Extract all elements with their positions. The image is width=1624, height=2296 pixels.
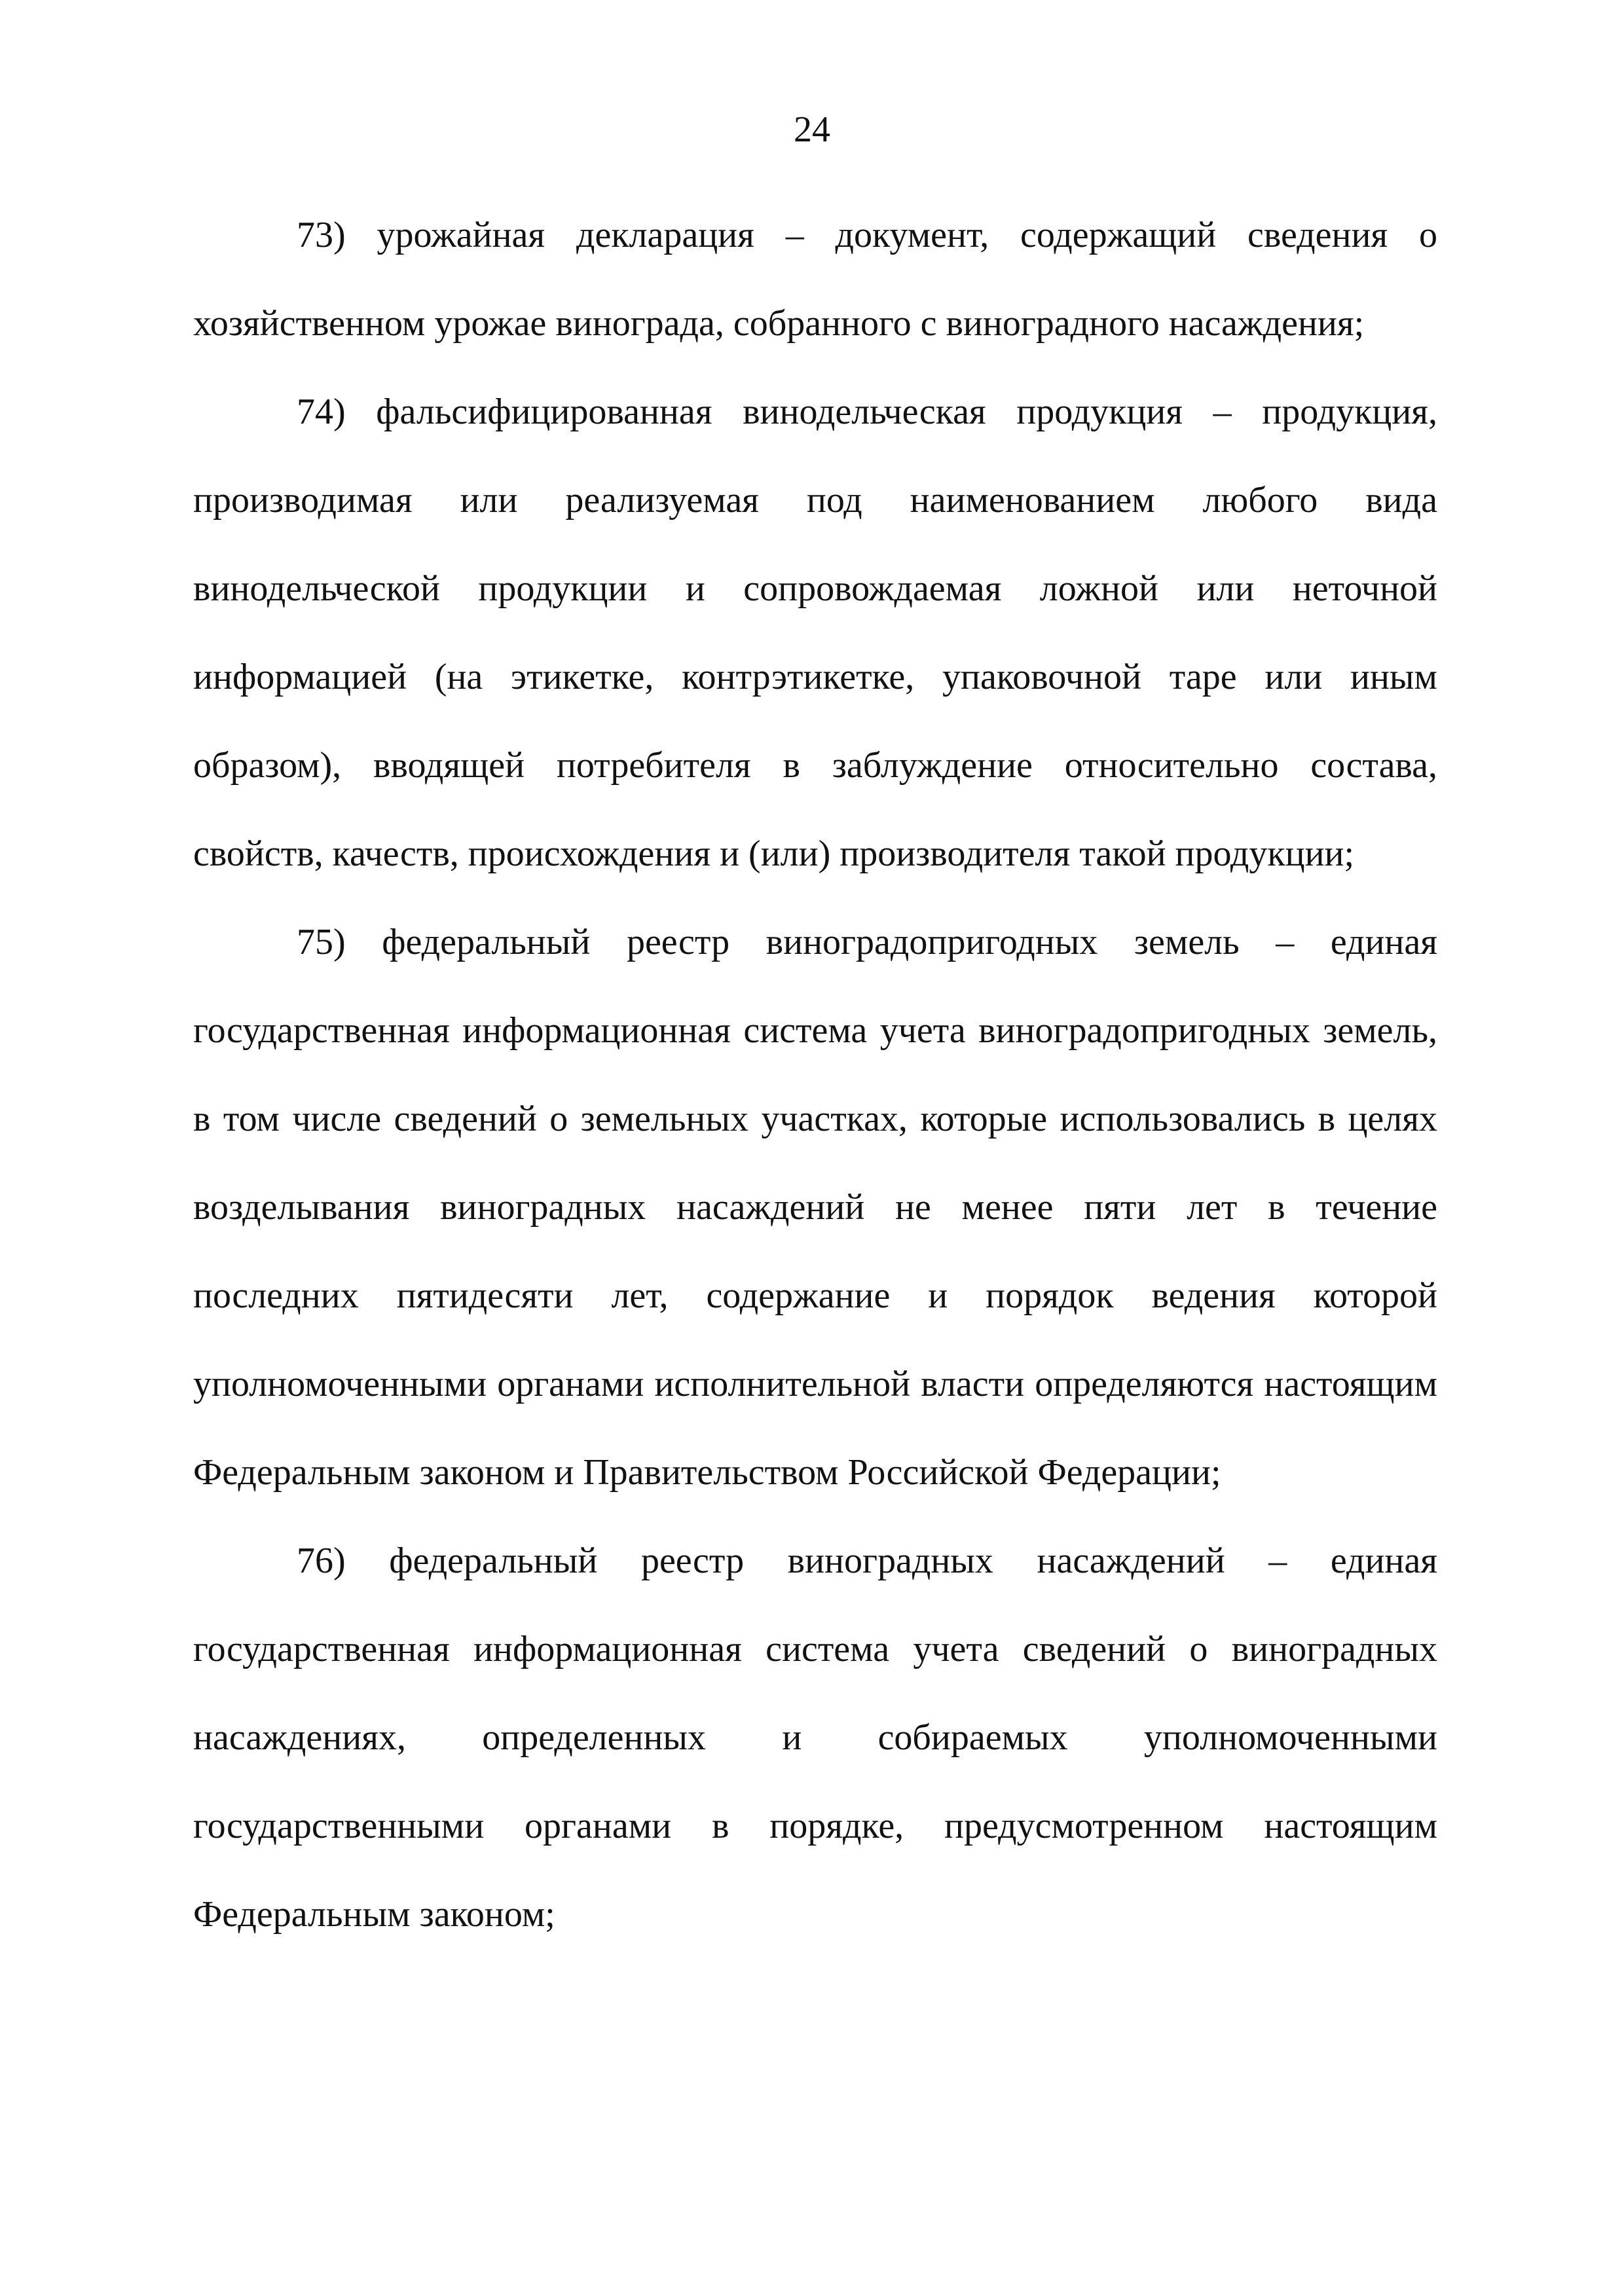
paragraph-75: 75) федеральный реестр виноградопригодных земель – единая государственная информационная система учета виноградопригодных земель, в том числе сведений о земельных участках, которые использовались в целях возделывания виноградных насаждений не менее пяти лет в течение последних пятидесяти лет, содержание и порядок ведения которой уполномоченными органами исполнительной власти определяются настоящим Федеральным законом и Правительством Российской Федерации; <box>193 922 1437 1493</box>
body-text <box>193 191 1437 1959</box>
paragraph-76: 76) федеральный реестр виноградных насаждений – единая государственная информационная система учета сведений о виноградных насаждениях, определенных и собираемых уполномоченными государственными органами в порядке, предусмотренном настоящим Федеральным законом; <box>193 1540 1437 1935</box>
paragraph-74: 74) фальсифицированная винодельческая продукция – продукция, производимая или реализуемая под наименованием любого вида винодельческой продукции и сопровождаемая ложной или неточной информацией (на этикетке, контрэтикетке, упаковочной таре или иным образом), вводящей потребителя в заблуждение относительно состава, свойств, качеств, происхождения и (или) производителя такой продукции; <box>193 392 1437 874</box>
paragraph-73: 73) урожайная декларация – документ, содержащий сведения о хозяйственном урожае винограда, собранного с виноградного насаждения; <box>193 215 1437 344</box>
page-number: 24 <box>794 109 830 150</box>
